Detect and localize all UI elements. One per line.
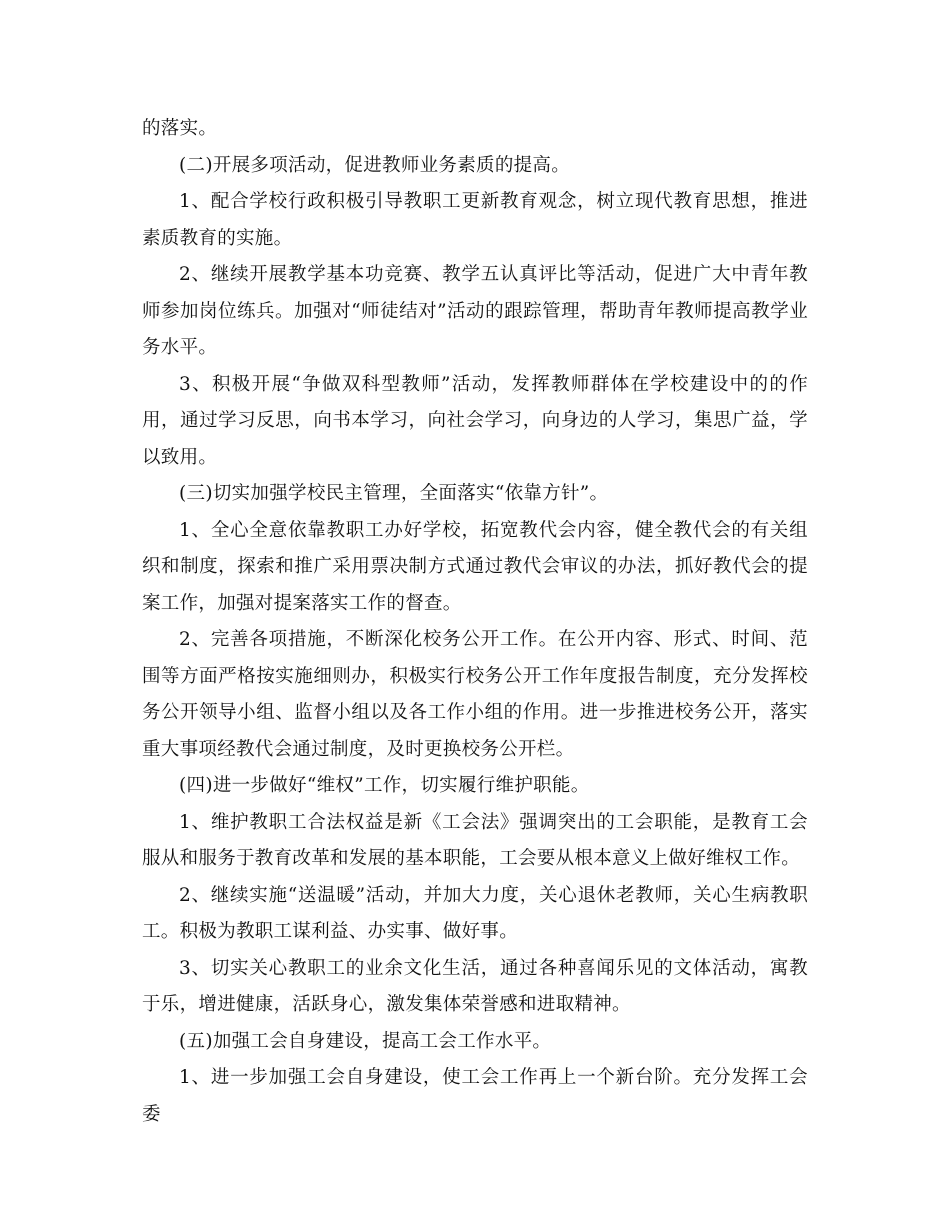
- paragraph-3-2: 2、完善各项措施，不断深化校务公开工作。在公开内容、形式、时间、范围等方面严格按实施细则办，积极实行校务公开工作年度报告制度，充分发挥校务公开领导小组、监督小组以及各工作小组的作用。进一步推进校务公开，落实重大事项经教代会通过制度，及时更换校务公开栏。: [142, 629, 808, 760]
- paragraph-4-1: 1、维护教职工合法权益是新《工会法》强调突出的工会职能，是教育工会服从和服务于教育改革和发展的基本职能，工会要从根本意义上做好维权工作。: [142, 811, 808, 869]
- document-body: [142, 111, 808, 1133]
- paragraph-3-1: 1、全心全意依靠教职工办好学校，拓宽教代会内容，健全教代会的有关组织和制度，探索和推广采用票决制方式通过教代会审议的办法，抓好教代会的提案工作，加强对提案落实工作的督查。: [142, 519, 808, 614]
- paragraph-4-2: 2、继续实施“送温暖”活动，并加大力度，关心退休老教师，关心生病教职工。积极为教职工谋利益、办实事、做好事。: [142, 884, 808, 942]
- paragraph-2-1: 1、配合学校行政积极引导教职工更新教育观念，树立现代教育思想，推进素质教育的实施。: [142, 191, 808, 249]
- paragraph-2-3: 3、积极开展“争做双科型教师”活动，发挥教师群体在学校建设中的的作用，通过学习反思，向书本学习，向社会学习，向身边的人学习，集思广益，学以致用。: [142, 373, 808, 468]
- section-heading-3: (三)切实加强学校民主管理，全面落实“依靠方针”。: [179, 483, 609, 504]
- paragraph-5-1: 1、进一步加强工会自身建设，使工会工作再上一个新台阶。充分发挥工会委: [142, 1067, 808, 1125]
- paragraph-4-3: 3、切实关心教职工的业余文化生活，通过各种喜闻乐见的文体活动，寓教于乐，增进健康，活跃身心，激发集体荣誉感和进取精神。: [142, 957, 808, 1015]
- section-heading-4: (四)进一步做好“维权”工作，切实履行维护职能。: [179, 775, 590, 796]
- paragraph-2-2: 2、继续开展教学基本功竞赛、教学五认真评比等活动，促进广大中青年教师参加岗位练兵。加强对“师徒结对”活动的跟踪管理，帮助青年教师提高教学业务水平。: [142, 264, 808, 358]
- section-heading-2: (二)开展多项活动，促进教师业务素质的提高。: [179, 154, 571, 176]
- paragraph-continuation: 的落实。: [142, 118, 218, 139]
- section-heading-5: (五)加强工会自身建设，提高工会工作水平。: [179, 1030, 552, 1052]
